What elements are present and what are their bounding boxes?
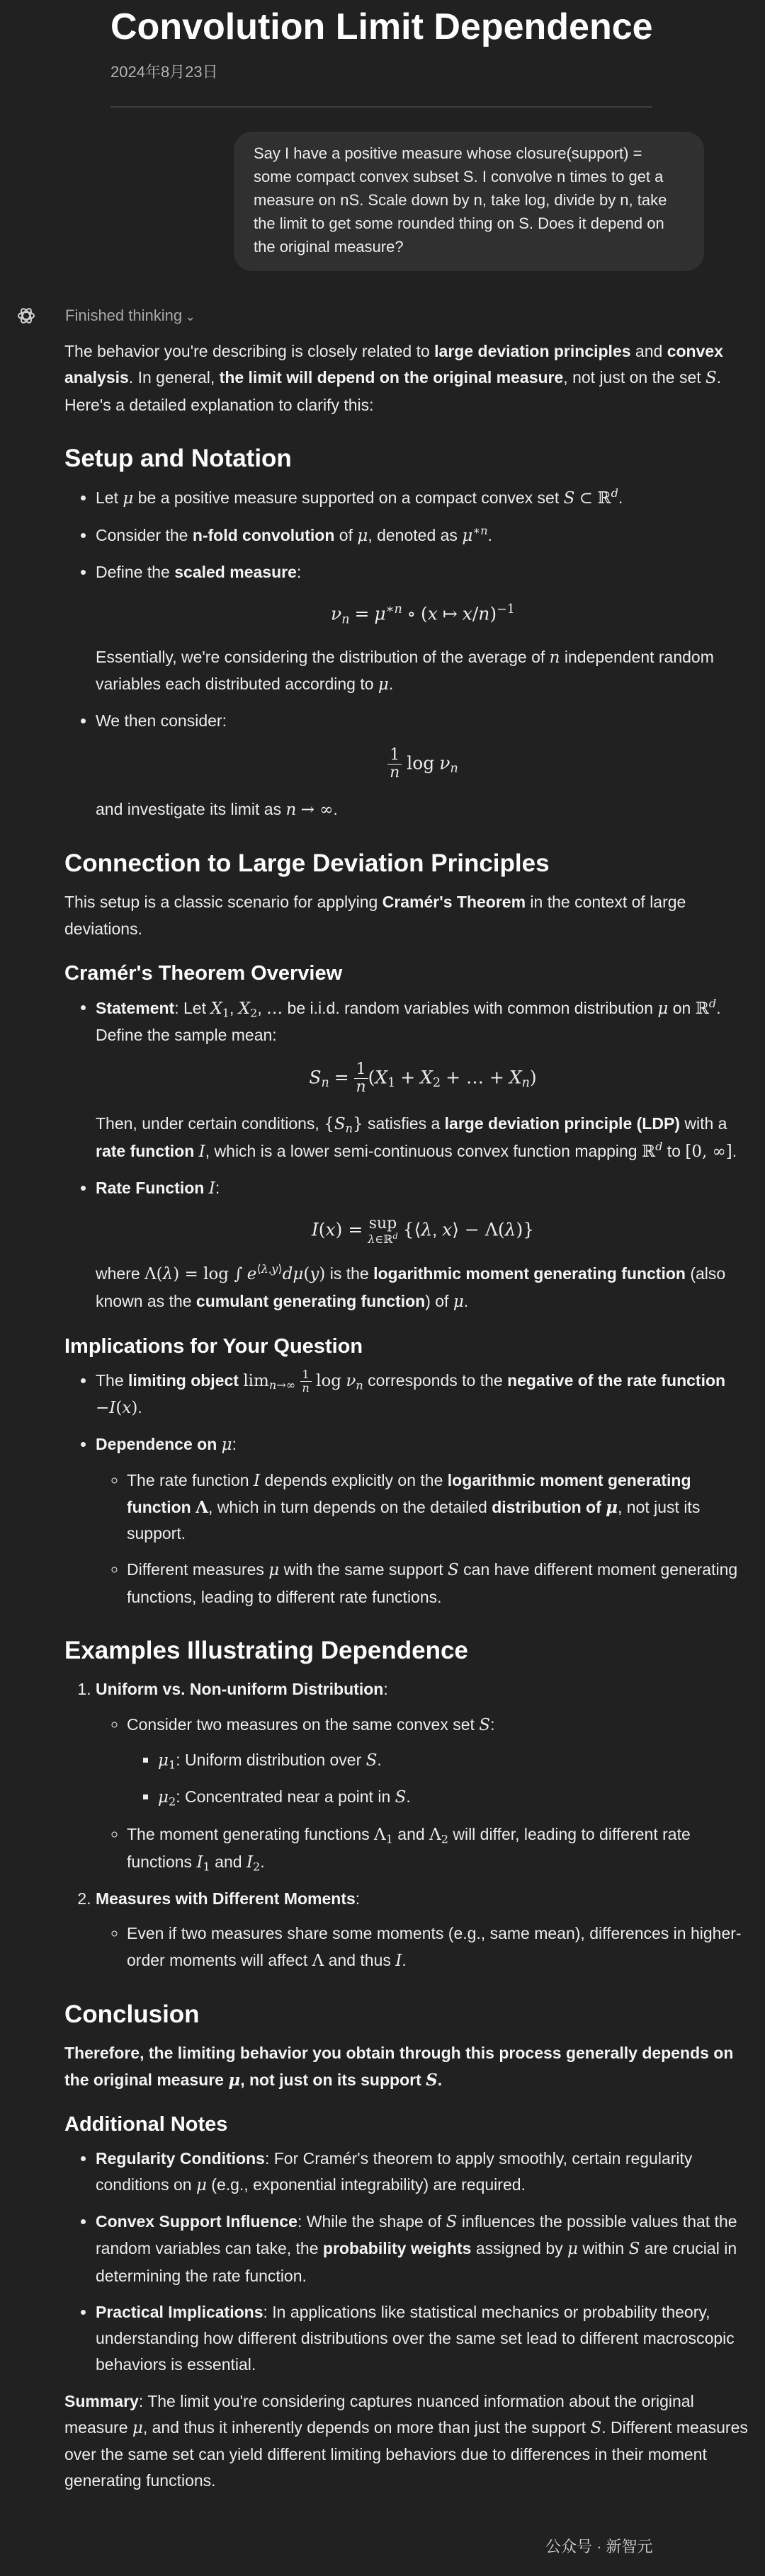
- list-item: ◦ Even if two measures share some moments (e.g., same mean), differences in higher-order moments will affect Λ and thus I.: [127, 1920, 750, 1974]
- heading-notes: Additional Notes: [64, 2112, 228, 2136]
- heading-setup: Setup and Notation: [64, 444, 292, 472]
- chevron-down-icon: ⌄: [185, 309, 196, 324]
- log-limit-equation: $\frac{1}{n}$ $\log \nu_n$: [96, 747, 750, 782]
- summary-paragraph: Summary: The limit you're considering captures nuanced information about the original measure μ, and thus it inherently depends on more than just the support S. Different measures over the same set can yield different limiting behaviors due to differences in their moment generating functions.: [64, 2391, 748, 2490]
- dependence-sublist: [96, 1467, 750, 1610]
- scaled-measure-equation: $\nu_n = \mu^{∗n}$ ∘ (x ↦ x/n)$^{-1}$: [331, 602, 515, 627]
- chat-date: 2024年8月23日: [110, 63, 218, 81]
- chat-title: Convolution Limit Dependence: [110, 6, 653, 47]
- watermark: 公众号 · 新智元: [545, 2538, 653, 2555]
- thinking-label: Finished thinking: [65, 307, 183, 324]
- list-item: ▪ $\mu_2$: Concentrated near a point in S.: [158, 1784, 750, 1811]
- example-sublist: [96, 1920, 750, 1974]
- notes-list: [64, 2146, 750, 2378]
- cramer-list: [64, 995, 750, 1315]
- example-sublist: [96, 1712, 750, 1877]
- list-item: ◦ Different measures μ with the same support S can have different moment generating functions, leading to different rate functions.: [127, 1557, 750, 1610]
- list-item: • The limiting object $\lim_{n\to\infty}$ $\frac{1}{n}$ $\log \nu_n$ corresponds to the negative of the rate function −I(x).: [96, 1368, 750, 1422]
- list-item: • Practical Implications: In applications like statistical mechanics or probability theory, understanding how different distributions over the same set lead to different macroscopic behaviors is essential.: [96, 2299, 750, 2378]
- examples-list: [64, 1676, 750, 1974]
- user-message-text: Say I have a positive measure whose closure(support) = some compact convex subset S. I convolve n times to get a measure on nS. Scale down by n, take log, divide by n, take the limit to get some rounded thing on S. Does it depend on the original measure?: [254, 144, 667, 256]
- divider: [110, 106, 652, 108]
- list-item: ◦ Consider two measures on the same convex set S: ▪ $\mu_1$: Uniform distribution over S. ▪ $\mu_2$: Concentrated near a point in S.: [127, 1712, 750, 1811]
- list-item: • Dependence on μ: ◦ The rate function I depends explicitly on the logarithmic moment generating function Λ, which in turn depends on the detailed distribution of μ, not just its support. ◦ Different measures μ with the same support S can have different moment generating functions, leading to different rate functions.: [96, 1431, 750, 1610]
- list-item: • Rate Function I: I(x) = sup λ∈ℝ$^d$ {⟨λ, x⟩ − Λ(λ)} where Λ(λ) = log ∫ $e^{⟨\lambda,y⟩}d\mu(y)$ is the logarithmic moment generating function (also known as the cumulant generating function) of μ.: [96, 1175, 750, 1315]
- list-item: • Let μ be a positive measure supported on a compact convex set S ⊂ ℝ$^d$.: [96, 484, 750, 512]
- list-item: ◦ The moment generating functions $\Lambda_1$ and $\Lambda_2$ will differ, leading to different rate functions $I_1$ and $I_2$.: [127, 1821, 750, 1876]
- list-item: 2. Measures with Different Moments: ◦ Even if two measures share some moments (e.g., same mean), differences in higher-order moments will affect Λ and thus I.: [96, 1886, 750, 1974]
- heading-implications: Implications for Your Question: [64, 1334, 363, 1358]
- assistant-response: [64, 338, 750, 2509]
- list-item: ◦ The rate function I depends explicitly on the logarithmic moment generating function Λ, which in turn depends on the detailed distribution of μ, not just its support.: [127, 1467, 750, 1547]
- heading-conclusion: Conclusion: [64, 2000, 200, 2028]
- assistant-logo-icon: [16, 305, 37, 326]
- rate-function-equation: I(x) = sup λ∈ℝ$^d$ {⟨λ, x⟩ − Λ(λ)}: [311, 1214, 535, 1246]
- finished-thinking-toggle[interactable]: [65, 303, 196, 328]
- list-item: • Define the scaled measure: $\nu_n = \mu^{∗n}$ ∘ (x ↦ x/n)$^{-1}$ Essentially, we're considering the distribution of the average of n independent random variables each distributed according to μ.: [96, 559, 750, 698]
- list-item: 1. Uniform vs. Non-uniform Distribution: ◦ Consider two measures on the same convex set S: ▪ $\mu_1$: Uniform distribution over S. ▪ $\mu_2$: Concentrated near a point in S. ◦ The moment generating functions $\Lambda_1$ and $\Lambda_2$ will differ, leading to different rate functions $I_1$ and $I_2$.: [96, 1676, 750, 1876]
- conclusion-paragraph: Therefore, the limiting behavior you obtain through this process generally depends on the original measure μ, not just on its support S.: [64, 2044, 734, 2090]
- user-message-bubble: [234, 132, 704, 271]
- heading-cramer: Cramér's Theorem Overview: [64, 961, 343, 985]
- sample-mean-equation: $S_n$ = $\frac{1}{n}$ ($X_1 + X_2$ + … + $X_n$): [309, 1060, 537, 1097]
- setup-list: [64, 484, 750, 823]
- list-item: • Statement: Let $X_1$, $X_2$, … be i.i.d. random variables with common distribution μ on ℝ$^d$. Define the sample mean: $S_n$ = $\frac{1}{n}$ ($X_1 + X_2$ + … + $X_n$) Then, under certain conditions, $\{S_n\}$ satisfies a large deviation principle (LDP) with a rate function I, which is a lower semi-continuous convex function mapping ℝ$^d$ to [0, ∞].: [96, 995, 750, 1166]
- heading-examples: Examples Illustrating Dependence: [64, 1636, 468, 1664]
- implications-list: [64, 1368, 750, 1610]
- intro-paragraph: The behavior you're describing is closely related to large deviation principles and convex analysis. In general, the limit will depend on the original measure, not just on the set S. Here's a detailed explanation to clarify this:: [64, 342, 723, 414]
- list-item: • We then consider: $\frac{1}{n}$ $\log \nu_n$ and investigate its limit as n → ∞.: [96, 708, 750, 823]
- measures-sublist: [127, 1747, 750, 1811]
- ldp-paragraph: This setup is a classic scenario for applying Cramér's Theorem in the context of large deviations.: [64, 893, 686, 938]
- list-item: • Consider the n-fold convolution of μ, denoted as $\mu^{∗n}$.: [96, 522, 750, 549]
- list-item: • Regularity Conditions: For Cramér's theorem to apply smoothly, certain regularity conditions on μ (e.g., exponential integrability) are required.: [96, 2146, 750, 2199]
- list-item: • Convex Support Influence: While the shape of S influences the possible values that the random variables can take, the probability weights assigned by μ within S are crucial in determining the rate function.: [96, 2209, 750, 2289]
- list-item: ▪ $\mu_1$: Uniform distribution over S.: [158, 1747, 750, 1775]
- heading-ldp: Connection to Large Deviation Principles: [64, 849, 550, 877]
